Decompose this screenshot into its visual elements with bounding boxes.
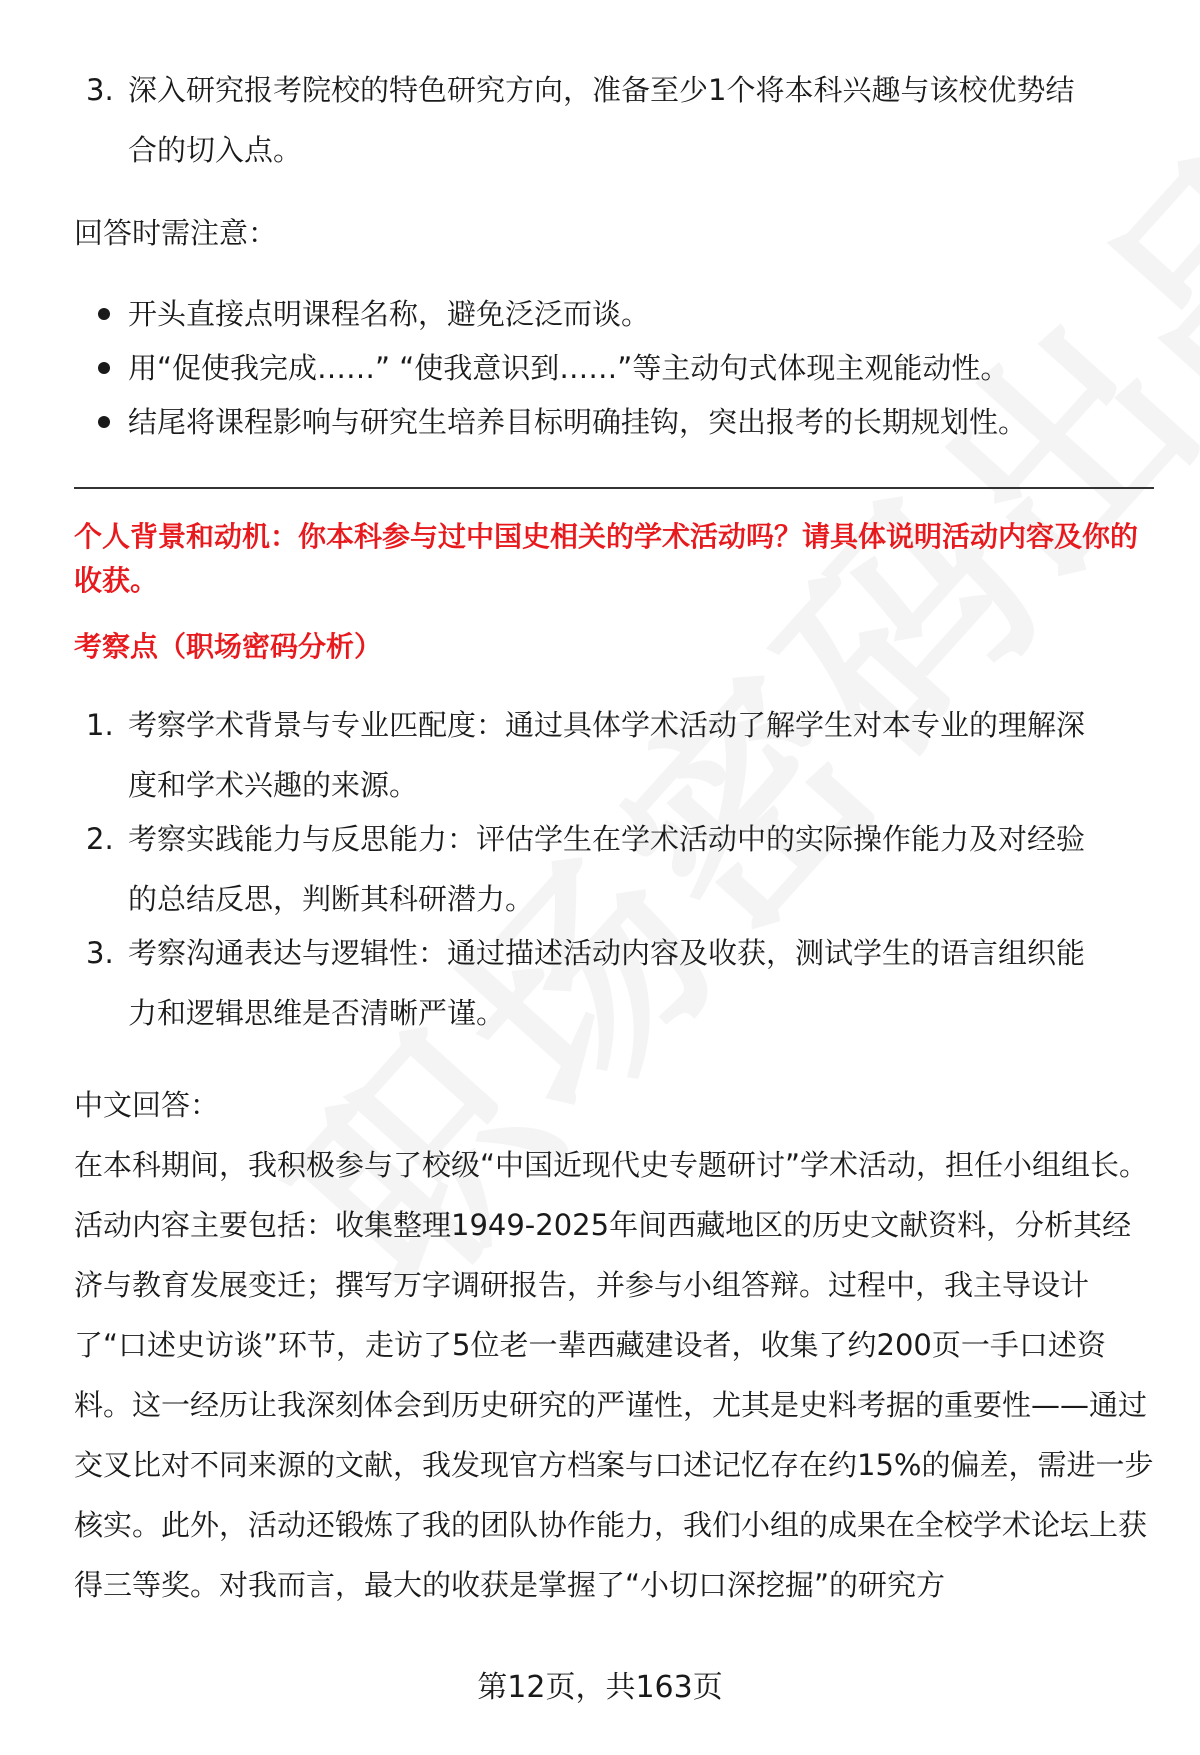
answer-label: 中文回答： bbox=[74, 1088, 220, 1122]
list-text: 考察沟通表达与逻辑性：通过描述活动内容及收获，测试学生的语言组织能力和逻辑思维是否清晰严谨。 bbox=[128, 936, 1086, 1030]
list-number: 3. bbox=[86, 73, 114, 107]
page-number: 第12页，共163页 bbox=[477, 1670, 723, 1705]
list-item bbox=[74, 60, 1200, 180]
list-number: 1. bbox=[86, 708, 114, 742]
notes-label: 回答时需注意： bbox=[74, 216, 278, 250]
assessment-point bbox=[74, 923, 1154, 1043]
assessment-point bbox=[74, 809, 1154, 929]
note-item bbox=[74, 392, 1154, 452]
assessment-title: 考察点（职场密码分析） bbox=[74, 630, 383, 663]
bullet-icon bbox=[98, 416, 110, 428]
note-item bbox=[74, 338, 1154, 398]
question-heading: 个人背景和动机：你本科参与过中国史相关的学术活动吗？请具体说明活动内容及你的收获。 bbox=[74, 520, 1139, 597]
bullet-icon bbox=[98, 362, 110, 374]
list-number: 2. bbox=[86, 822, 114, 856]
answer-body: 在本科期间，我积极参与了校级“中国近现代史专题研讨”学术活动，担任小组组长。活动内容主要包括：收集整理1949-2025年间西藏地区的历史文献资料，分析其经济与教育发展变迁；撰写万字调研报告，并参与小组答辩。过程中，我主导设计了“口述史访谈”环节，走访了5位老一辈西藏建设者，收集了约200页一手口述资料。这一经历让我深刻体会到历史研究的严谨性，尤其是史料考据的重要性——通过交叉比对不同来源的文献，我发现官方档案与口述记忆存在约15%的偏差，需进一步核实。此外，活动还锻炼了我的团队协作能力，我们小组的成果在全校学术论坛上获得三等奖。对我而言，最大的收获是掌握了“小切口深挖掘”的研究方 bbox=[74, 1148, 1154, 1602]
bullet-icon bbox=[98, 308, 110, 320]
note-text: 结尾将课程影响与研究生培养目标明确挂钩，突出报考的长期规划性。 bbox=[128, 405, 1028, 439]
list-text: 深入研究报考院校的特色研究方向，准备至少1个将本科兴趣与该校优势结合的切入点。 bbox=[128, 73, 1075, 167]
note-item bbox=[74, 284, 1154, 344]
note-text: 开头直接点明课程名称，避免泛泛而谈。 bbox=[128, 297, 651, 331]
list-number: 3. bbox=[86, 936, 114, 970]
document-page bbox=[74, 0, 1154, 1615]
list-text: 考察学术背景与专业匹配度：通过具体学术活动了解学生对本专业的理解深度和学术兴趣的来源。 bbox=[128, 708, 1086, 802]
assessment-point bbox=[74, 695, 1154, 815]
note-text: 用“促使我完成……” “使我意识到……”等主动句式体现主观能动性。 bbox=[128, 351, 1010, 385]
list-text: 考察实践能力与反思能力：评估学生在学术活动中的实际操作能力及对经验的总结反思，判断其科研潜力。 bbox=[128, 822, 1086, 916]
